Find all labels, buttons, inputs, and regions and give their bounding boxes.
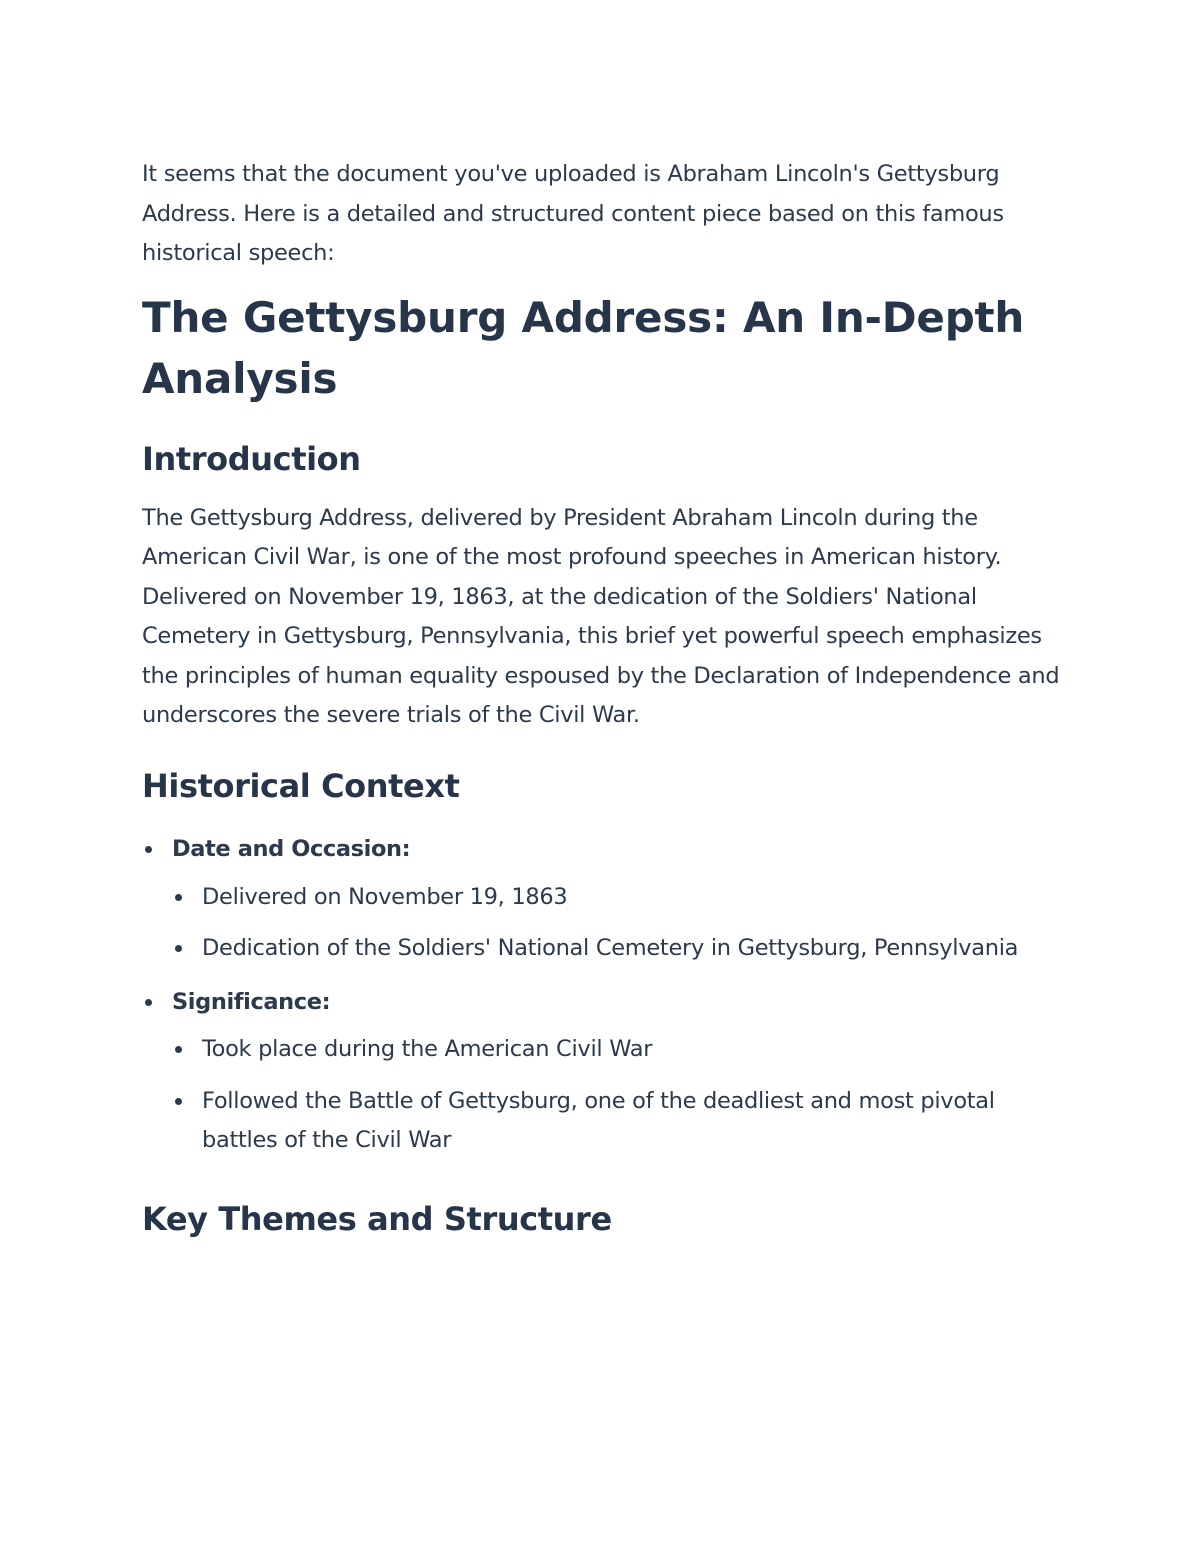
bullet-icon <box>175 1098 182 1105</box>
document-page <box>142 155 1062 1241</box>
historical-context-list <box>142 830 1062 1161</box>
list-item-term: Date and Occasion: <box>172 836 411 863</box>
sub-list-item-text: Delivered on November 19, 1863 <box>202 883 568 910</box>
bullet-icon <box>175 945 182 952</box>
intro-paragraph: It seems that the document you've uploaded is Abraham Lincoln's Gettysburg Address. Here is a detailed and structured content piece based on this famous historical speech: <box>142 161 1004 266</box>
sub-list-item <box>172 1082 1062 1161</box>
list-item-term: Significance: <box>172 988 331 1015</box>
sub-list-item-text: Dedication of the Soldiers' National Cemetery in Gettysburg, Pennsylvania <box>202 935 1019 962</box>
bullet-icon <box>145 999 152 1006</box>
list-item <box>142 830 1062 969</box>
bullet-icon <box>175 1046 182 1053</box>
sub-list <box>172 878 1062 969</box>
introduction-paragraph: The Gettysburg Address, delivered by President Abraham Lincoln during the American Civil War, is one of the most profound speeches in American history. Delivered on November 19, 1863, at the dedication of the Soldiers' National Cemetery in Gettysburg, Pennsylvania, this brief yet powerful speech emphasizes the principles of human equality espoused by the Declaration of Independence and underscores the severe trials of the Civil War. <box>142 504 1060 729</box>
sub-list-item <box>172 878 1062 918</box>
sub-list <box>172 1030 1062 1161</box>
list-item <box>142 983 1062 1161</box>
historical-context-heading: Historical Context <box>142 767 460 806</box>
bullet-icon <box>175 894 182 901</box>
sub-list-item-text: Followed the Battle of Gettysburg, one of the deadliest and most pivotal battles of the Civil War <box>202 1087 995 1154</box>
key-themes-heading: Key Themes and Structure <box>142 1199 612 1238</box>
document-title: The Gettysburg Address: An In-Depth Analysis <box>142 292 1025 403</box>
introduction-heading: Introduction <box>142 439 361 478</box>
bullet-icon <box>145 846 152 853</box>
sub-list-item-text: Took place during the American Civil War <box>202 1036 653 1063</box>
sub-list-item <box>172 929 1062 969</box>
sub-list-item <box>172 1030 1062 1070</box>
